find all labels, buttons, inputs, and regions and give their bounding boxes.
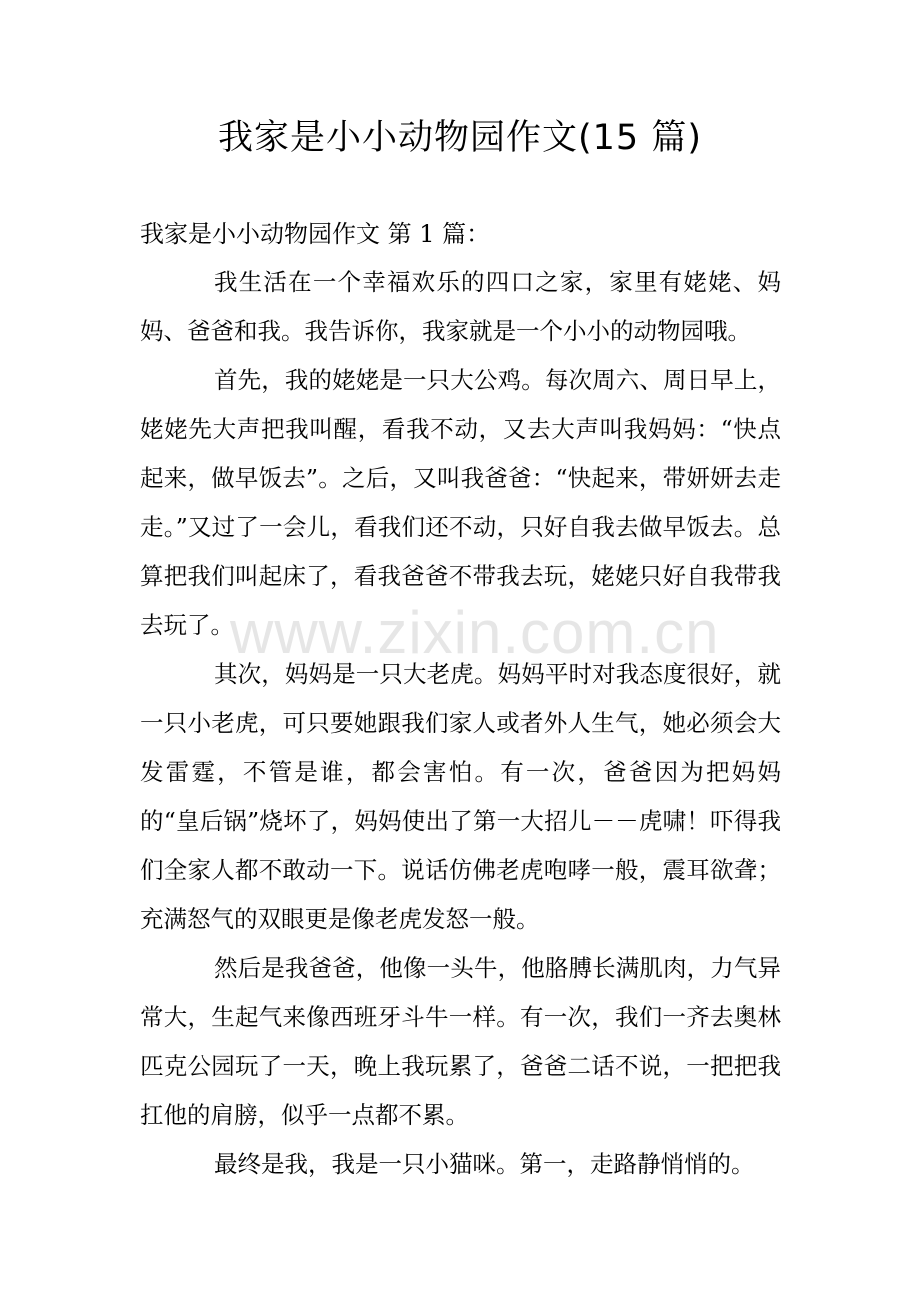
paragraph-1: 我生活在一个幸福欢乐的四口之家，家里有姥姥、妈妈、爸爸和我。我告诉你，我家就是一个小小的动物园哦。 [140, 268, 781, 345]
paragraph-4: 然后是我爸爸，他像一头牛，他胳膊长满肌肉，力气异常大，生起气来像西班牙斗牛一样。有一次，我们一齐去奥林匹克公园玩了一天，晚上我玩累了，爸爸二话不说，一把把我扛他的肩膀，似乎一点都不累。 [140, 954, 781, 1129]
paragraph-5: 最终是我，我是一只小猫咪。第一，走路静悄悄的。 [214, 1150, 755, 1178]
watermark: www.zixin.com.cn [230, 599, 720, 666]
section-heading: 我家是小小动物园作文 第 1 篇： [140, 220, 491, 248]
document-title: 我家是小小动物园作文(15 篇) [218, 118, 702, 158]
body-text [140, 258, 781, 1189]
paragraph-2: 首先，我的姥姥是一只大公鸡。每次周六、周日早上，姥姥先大声把我叫醒，看我不动，又去大声叫我妈妈：“快点起来，做早饭去”。之后，又叫我爸爸：“快起来，带妍妍去走走。”又过了一会儿，看我们还不动，只好自我去做早饭去。总算把我们叫起床了，看我爸爸不带我去玩，姥姥只好自我带我去玩了。 [140, 366, 781, 639]
paragraph-3: 其次，妈妈是一只大老虎。妈妈平时对我态度很好，就一只小老虎，可只要她跟我们家人或者外人生气，她必须会大发雷霆，不管是谁，都会害怕。有一次，爸爸因为把妈妈的“皇后锅”烧坏了，妈妈使出了第一大招儿－－虎啸！吓得我们全家人都不敢动一下。说话仿佛老虎咆哮一般，震耳欲聋；充满怒气的双眼更是像老虎发怒一般。 [140, 660, 781, 933]
